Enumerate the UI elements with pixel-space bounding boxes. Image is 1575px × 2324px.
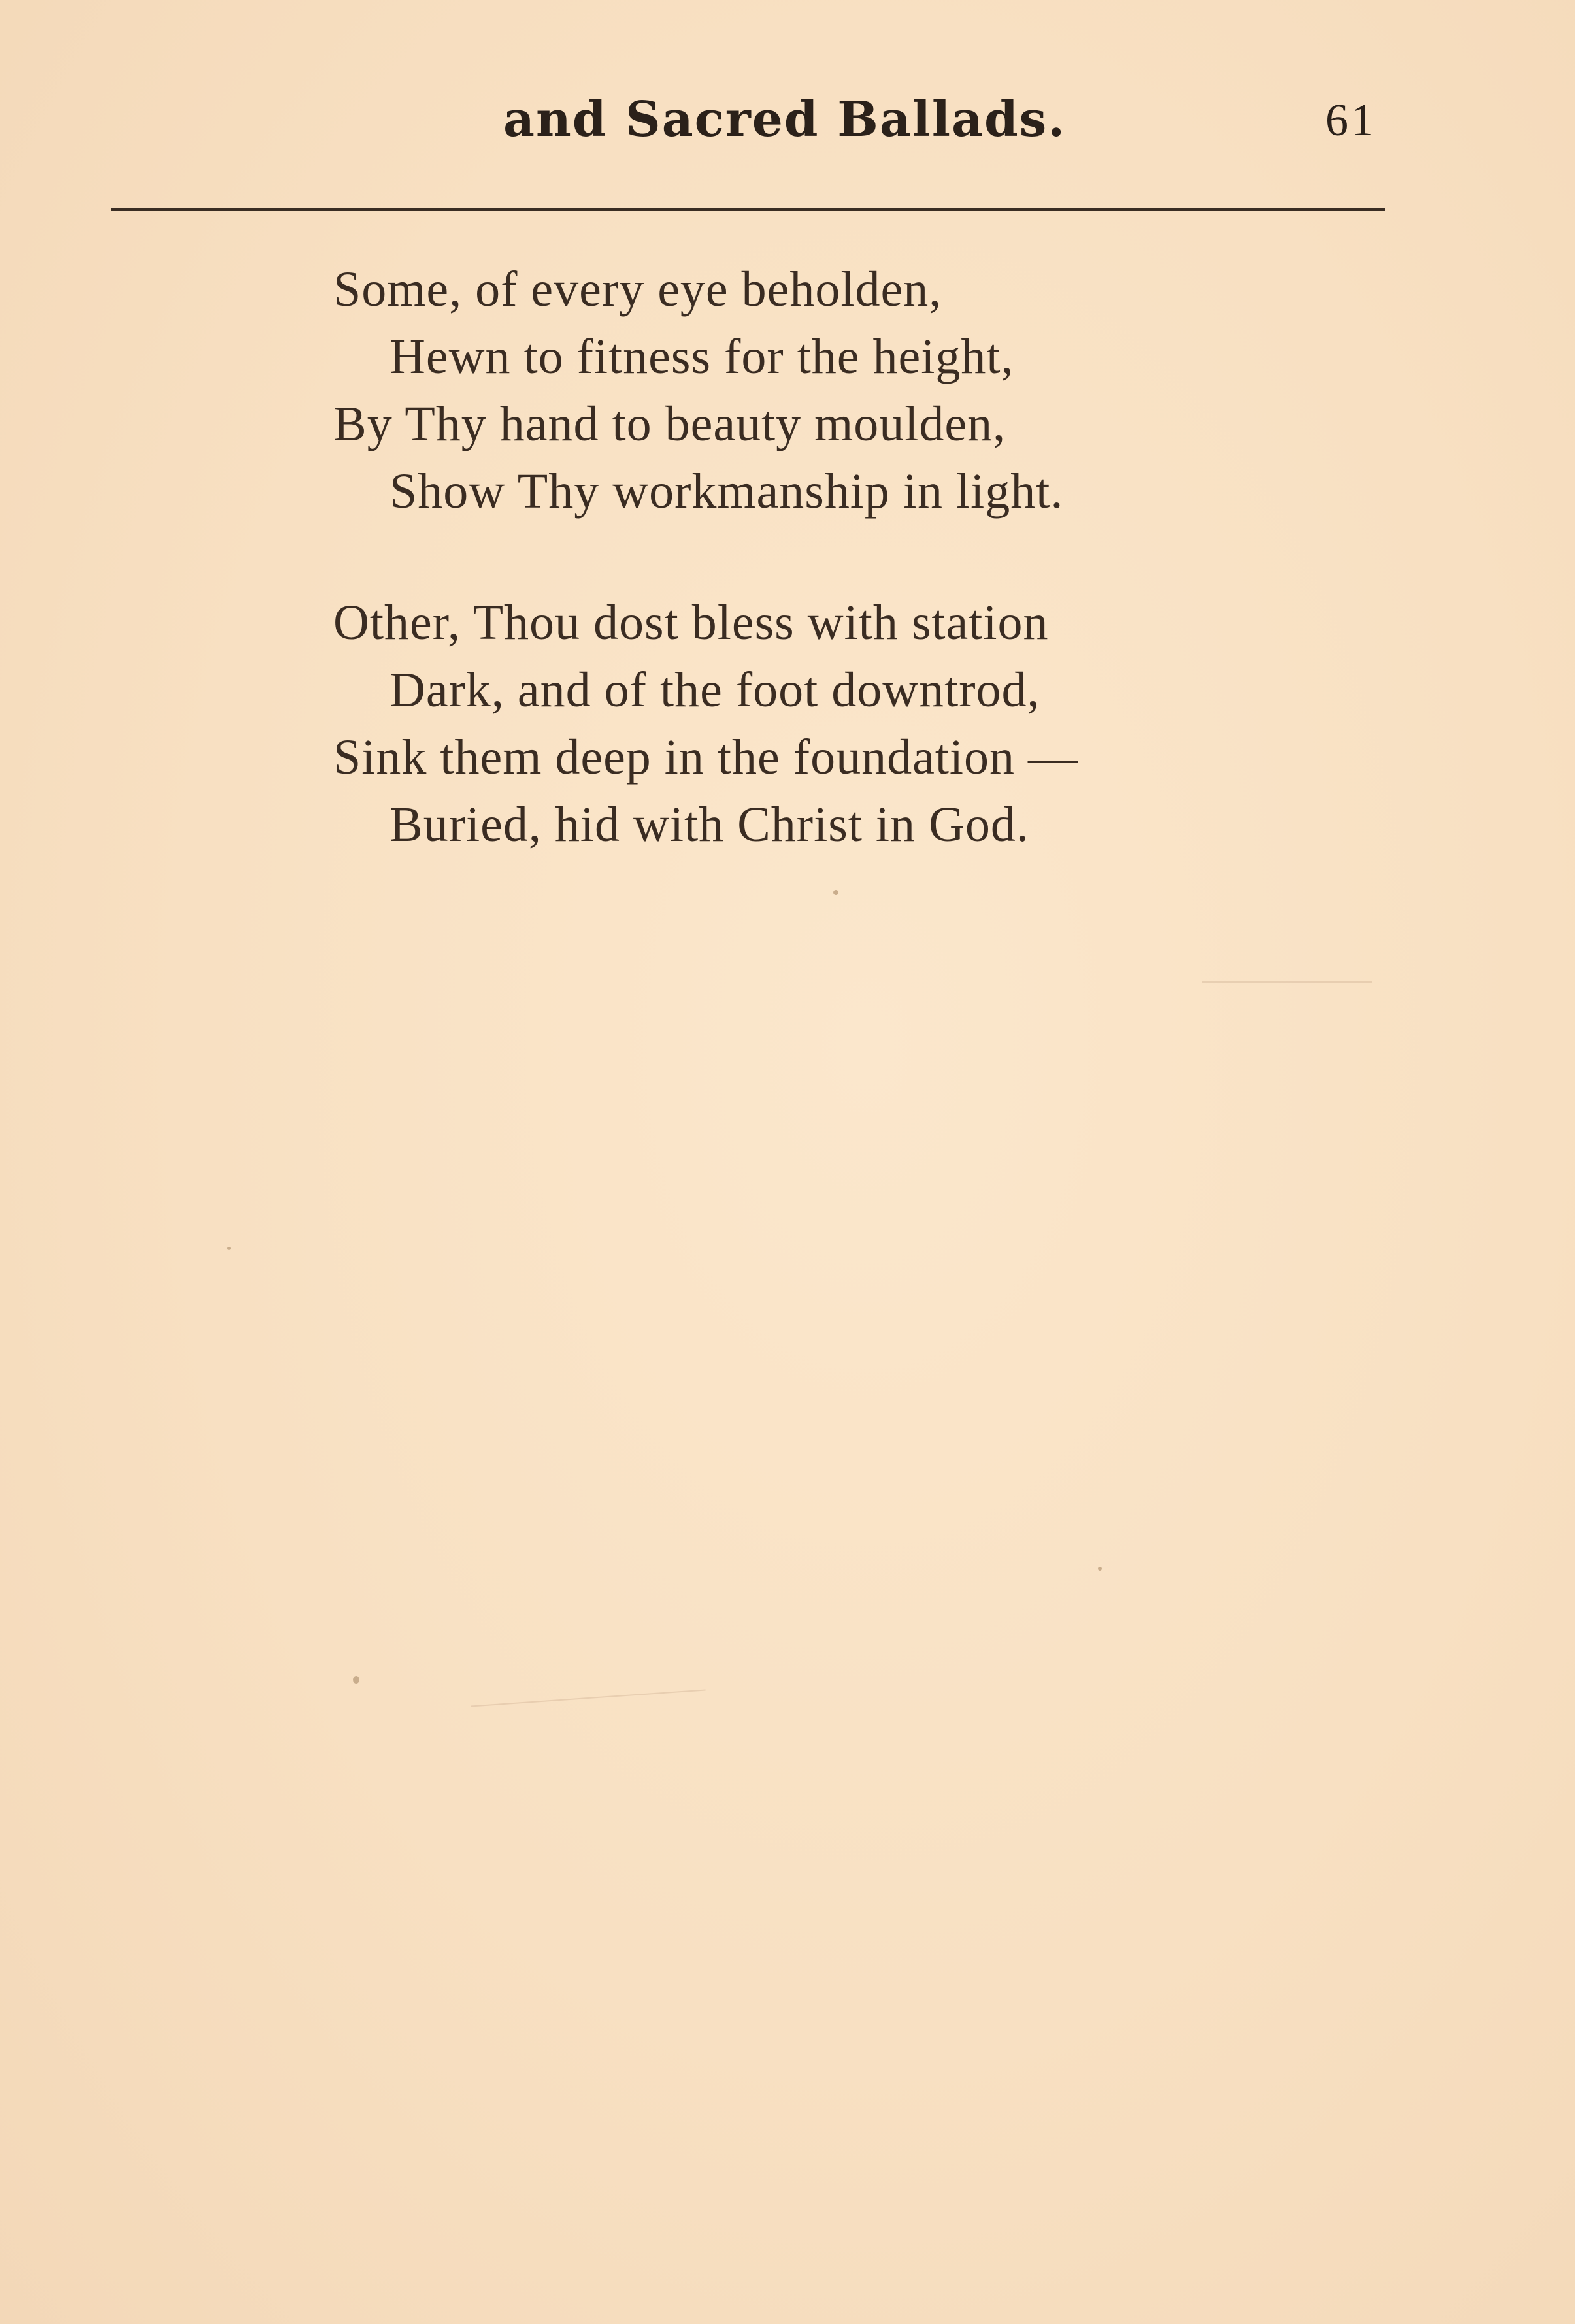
poem-line: Hewn to fitness for the height,	[390, 329, 1014, 384]
paper-speck	[833, 890, 838, 895]
paper-mark	[471, 1689, 705, 1707]
poem-line: Sink them deep in the foundation —	[333, 730, 1079, 785]
running-title: and Sacred Ballads.	[503, 91, 1067, 148]
paper-speck	[227, 1247, 231, 1250]
poem	[333, 256, 1314, 923]
page-number: 61	[1325, 95, 1376, 146]
paper-mark	[1202, 981, 1372, 983]
stanza-2	[333, 589, 1314, 859]
poem-line: Some, of every eye beholden,	[333, 262, 942, 317]
paper-speck	[1098, 1567, 1102, 1571]
poem-line: Other, Thou dost bless with station	[333, 595, 1049, 650]
poem-line: Show Thy workmanship in light.	[390, 464, 1064, 519]
poem-line: Dark, and of the foot downtrod,	[390, 663, 1040, 717]
stanza-1	[333, 256, 1314, 525]
header-rule	[111, 208, 1385, 211]
poem-line: By Thy hand to beauty moulden,	[333, 397, 1006, 451]
poem-line: Buried, hid with Christ in God.	[390, 797, 1029, 852]
paper-speck	[353, 1676, 359, 1684]
